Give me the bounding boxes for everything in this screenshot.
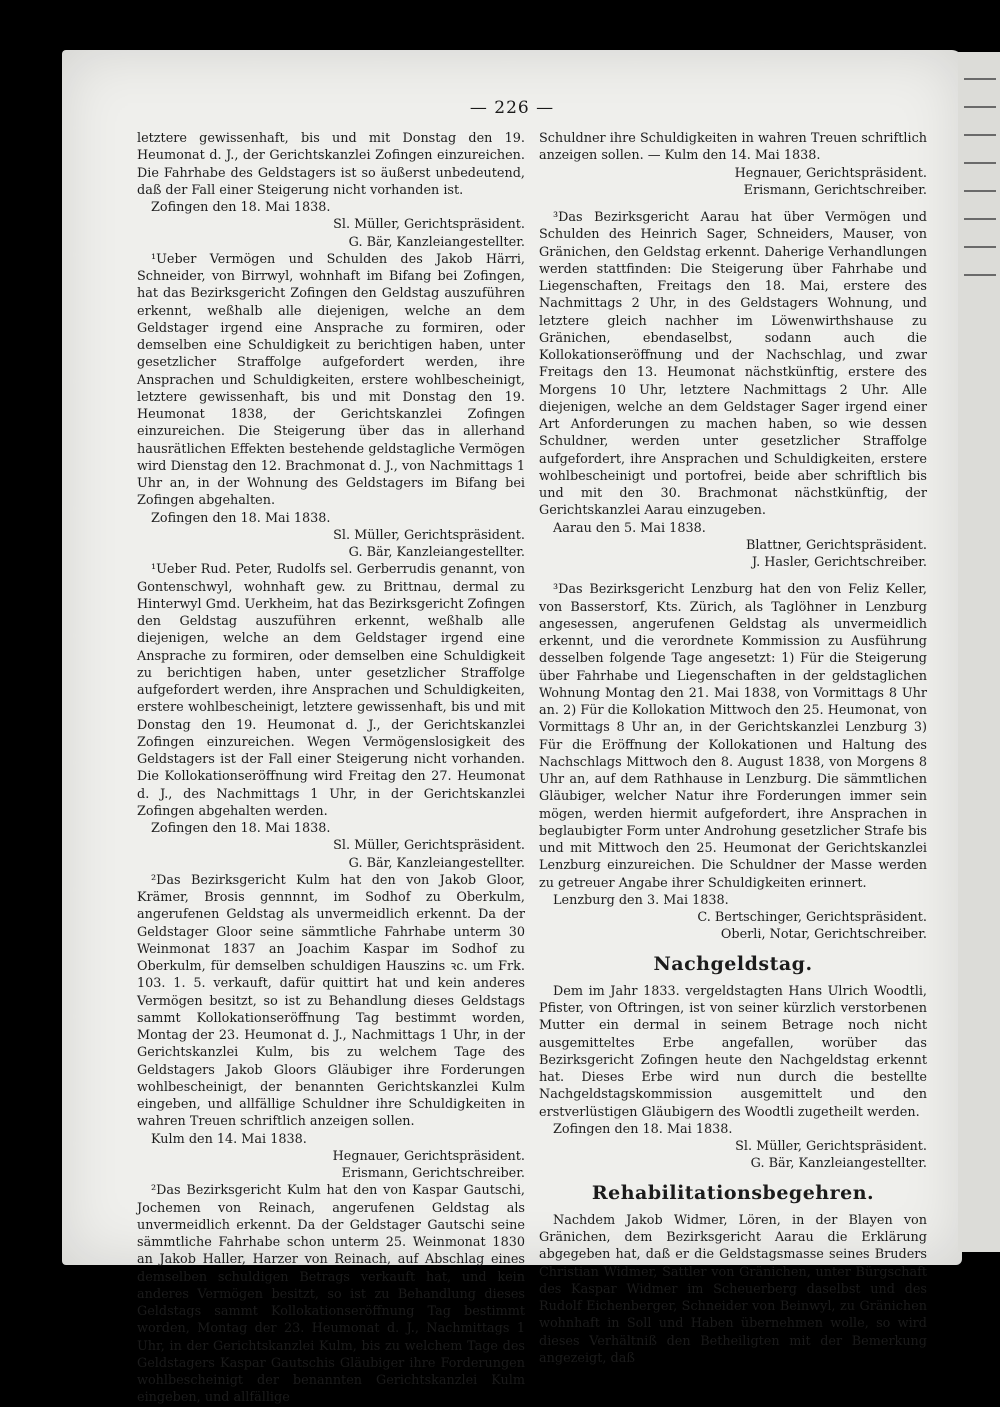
notice-signature: Blattner, Gerichtspräsident. bbox=[745, 537, 927, 553]
notice-signature: G. Bär, Kanzleiangestellter. bbox=[348, 234, 525, 250]
notice-paragraph: ¹Ueber Rud. Peter, Rudolfs sel. Gerberrudis genannt, von Gontenschwyl, wohnhaft gew. zu Brittnau, dermal zu Hinterwyl Gmd. Uerkheim, hat das Bezirksgericht Zofingen den Geldstag auszuführen erkennt, weßhalb alle diejenigen, welche an dem Geldstager irgend eine Ansprache zu formiren, oder demselben eine Schuldigkeit zu berichtigen haben, unter gesetzlicher Straffolge aufgefordert werden, ihre Ansprachen und Schuldigkeiten, erstere wohlbescheinigt, letztere gewissenhaft, bis und mit Donstag den 19. Heumonat d. J., der Gerichtskanzlei Zofingen einzureichen. Wegen Vermögenslosigkeit des Geldstagers ist der Fall einer Steigerung nicht vorhanden. Die Kollokationseröffnung wird Freitag den 27. Heumonat d. J., des Nachmittags 1 Uhr, in der Gerichtskanzlei Zofingen abgehalten werden. bbox=[137, 562, 525, 819]
notice-date: Kulm den 14. Mai 1838. bbox=[151, 1131, 307, 1147]
notice-date: Aarau den 5. Mai 1838. bbox=[553, 520, 706, 536]
notice-paragraph: ²Das Bezirksgericht Kulm hat den von Jakob Gloor, Krämer, Brosis gennnnt, im Sodhof zu Oberkulm, angerufenen Geldstag als unvermeidlich erkennt. Da der Geldstager Gloor seine sämmtliche Fahrhabe unterm 30 Weinmonat 1837 an Joachim Kaspar im Sodhof zu Oberkulm, für demselben schuldigen Hauszins ꝛc. um Frk. 103. 1. 5. verkauft, dafür quittirt hat und kein anderes Vermögen besitzt, so ist zu Behandlung dieses Geldstags sammt Kollokationseröffnung Tag bestimmt worden, Montag der 23. Heumonat d. J., Nachmittags 1 Uhr, in der Gerichtskanzlei Kulm, bis zu welchem Tage des Geldstagers Jakob Gloors Gläubiger ihre Forderungen wohlbescheinigt, der benannten Gerichtskanzlei Kulm eingeben, und allfällige Schuldner ihre Schuldigkeiten in wahren Treuen schriftlich anzeigen sollen. bbox=[137, 872, 525, 1130]
notice-signature: J. Hasler, Gerichtschreiber. bbox=[751, 555, 927, 570]
notice-date: Zofingen den 18. Mai 1838. bbox=[151, 200, 331, 215]
notice-signature: Sl. Müller, Gerichtspräsident. bbox=[333, 217, 525, 233]
notice-date: Zofingen den 18. Mai 1838. bbox=[553, 1121, 733, 1137]
notice-paragraph: Schuldner ihre Schuldigkeiten in wahren Treuen schriftlich anzeigen sollen. — Kulm den 14. Mai 1838. bbox=[539, 131, 927, 164]
notice-date: Zofingen den 18. Mai 1838. bbox=[151, 821, 331, 836]
spacer bbox=[539, 571, 927, 581]
notice-signature: Erismann, Gerichtschreiber. bbox=[743, 182, 927, 198]
notice-signature: Oberli, Notar, Gerichtschreiber. bbox=[720, 927, 927, 943]
spacer bbox=[539, 199, 927, 209]
notice-signature: C. Bertschinger, Gerichtspräsident. bbox=[697, 910, 927, 925]
left-column bbox=[137, 130, 525, 1407]
notice-paragraph: ³Das Bezirksgericht Lenzburg hat den von Feliz Keller, von Basserstorf, Kts. Zürich, als Taglöhner in Lenzburg angesessen, angerufenen Geldstag als unvermeidlich erkennt, und die verordnete Kommission zu Ausführung desselben folgende Tage angesetzt: 1) Für die Steigerung über Fahrhabe und Liegenschaften in der geldstaglichen Wohnung Montag den 21. Mai 1838, von Vormittags 8 Uhr an. 2) Für die Kollokation Mittwoch den 25. Heumonat, von Vormittags 8 Uhr an, in der Gerichtskanzlei Lenzburg 3) Für die Eröffnung der Kollokationen und Haltung des Nachschlags Mittwoch den 8. August 1838, von Morgens 8 Uhr an, auf dem Rathhause in Lenzburg. Die sämmtlichen Gläubiger, welcher Natur ihre Forderungen immer sein mögen, werden hiermit aufgefordert, ihre Ansprachen in beglaubigter Form unter Androhung gesetzlicher Strafe bis und mit Mittwoch den 25. Heumonat der Gerichtskanzlei Lenzburg einzureichen. Die Schuldner der Masse werden zu getreuer Angabe ihrer Schuldigkeiten erinnert. bbox=[539, 582, 927, 891]
notice-date: Zofingen den 18. Mai 1838. bbox=[151, 510, 331, 526]
page-number: — 226 — bbox=[469, 98, 555, 118]
notice-signature: G. Bär, Kanzleiangestellter. bbox=[750, 1156, 927, 1172]
notice-signature: Hegnauer, Gerichtspräsident. bbox=[332, 1148, 525, 1164]
notice-signature: G. Bär, Kanzleiangestellter. bbox=[348, 545, 525, 560]
adjacent-page-edge bbox=[958, 52, 1000, 1252]
notice-date: Lenzburg den 3. Mai 1838. bbox=[553, 892, 729, 908]
notice-signature: Sl. Müller, Gerichtspräsident. bbox=[735, 1139, 927, 1154]
notice-signature: Hegnauer, Gerichtspräsident. bbox=[734, 165, 927, 181]
notice-paragraph: Nachdem Jakob Widmer, Lören, in der Blayen von Gränichen, dem Bezirksgericht Aarau die Erklärung abgegeben hat, daß er die Geldstagsmasse seines Bruders Christian Widmer, Sattler von Gränichen, unter Bürgschaft des Kaspar Widmer im Scheuerberg daselbst und des Rudolf Eichenberger, Schneider von Beinwyl, zu Gränichen wohnhaft in Soll und Haben übernehmen wolle, so wird dieses Verhältniß den Betheiligten mit der Bemerkung angezeigt, daß bbox=[539, 1212, 927, 1366]
notice-paragraph: ¹Ueber Vermögen und Schulden des Jakob Härri, Schneider, von Birrwyl, wohnhaft im Bifang bei Zofingen, hat das Bezirksgericht Zofingen den Geldstag auszuführen erkennt, weßhalb alle diejenigen, welche an dem Geldstager irgend eine Ansprache zu formiren, oder demselben eine Schuldigkeit zu berichtigen haben, unter gesetzlicher Straffolge aufgefordert werden, ihre Ansprachen und Schuldigkeiten, erstere wohlbescheinigt, letztere gewissenhaft, bis und mit Donstag den 19. Heumonat 1838, der Gerichtskanzlei Zofingen einzureichen. Die Steigerung über das in allerhand hausrätlichen Effekten bestehende geldstagliche Vermögen wird Dienstag den 12. Brachmonat d. J., von Nachmittags 1 Uhr an, in der Wohnung des Geldstagers im Bifang bei Zofingen abgehalten. bbox=[137, 251, 525, 509]
notice-signature: Erismann, Gerichtschreiber. bbox=[341, 1166, 525, 1181]
notice-paragraph: Dem im Jahr 1833. vergeldstagten Hans Ulrich Woodtli, Pfister, von Oftringen, ist von seiner kürzlich verstorbenen Mutter ein dermal in seinem Betrage noch nicht ausgemitteltes Erbe angefallen, worüber das Bezirksgericht Zofingen heute den Nachgeldstag erkennt hat. Dieses Erbe wird nun durch die bestellte Nachgeldstagskommission ausgemittelt und den erstverlüstigen Gläubigern des Woodtli zugetheilt werden. bbox=[539, 983, 927, 1120]
notice-paragraph: ²Das Bezirksgericht Kulm hat den von Kaspar Gautschi, Jochemen von Reinach, angerufenen Geldstag als unvermeidlich erkennt. Da der Geldstager Gautschi seine sämmtliche Fahrhabe schon unterm 25. Weinmonat 1830 an Jakob Haller, Harzer von Reinach, auf Abschlag eines demselben schuldigen Betrags verkauft hat, und kein anderes Vermögen besitzt, so ist zu Behandlung dieses Geldstags sammt Kollokationseröffnung Tag bestimmt worden, Montag der 23. Heumonat d. J., Nachmittags 1 Uhr, in der Gerichtskanzlei Kulm, bis zu welchem Tage des Geldstagers Kaspar Gautschis Gläubiger ihre Forderungen wohlbescheinigt der benannten Gerichtskanzlei Kulm eingeben, und allfällige bbox=[137, 1183, 525, 1406]
notice-paragraph: ³Das Bezirksgericht Aarau hat über Vermögen und Schulden des Heinrich Sager, Schneiders, Mauser, von Gränichen, den Geldstag erkennt. Daherige Verhandlungen werden stattfinden: Die Steigerung über Fahrhabe und Liegenschaften, Freitags den 18. Mai, erstere des Nachmittags 2 Uhr, in des Geldstagers Wohnung, und letztere gleich nachher im Löwenwirthshause zu Gränichen, ebendaselbst, sodann auch die Kollokationseröffnung und der Nachschlag, und zwar Freitags den 13. Heumonat nächstkünftig, erstere des Morgens 10 Uhr, letztere Nachmittags 2 Uhr. Alle diejenigen, welche an dem Geldstager Sager irgend einer Art Anforderungen zu machen haben, so wie dessen Schuldner, werden unter gesetzlicher Straffolge aufgefordert, ihre Ansprachen und Schuldigkeiten, erstere wohlbescheinigt und portofrei, beide aber schriftlich bis und mit den 30. Brachmonat nächstkünftig, der Gerichtskanzlei Aarau einzugeben. bbox=[539, 210, 927, 519]
notice-signature: G. Bär, Kanzleiangestellter. bbox=[348, 855, 525, 871]
section-heading: Nachgeldstag. bbox=[653, 952, 813, 975]
notice-signature: Sl. Müller, Gerichtspräsident. bbox=[333, 838, 525, 854]
right-column bbox=[539, 130, 927, 1367]
notice-paragraph: letztere gewissenhaft, bis und mit Donstag den 19. Heumonat d. J., der Gerichtskanzlei Zofingen einzureichen. Die Fahrhabe des Geldstagers ist so äußerst unbedeutend, daß der Fall einer Steigerung nicht vorhanden ist. bbox=[137, 131, 525, 198]
newspaper-page bbox=[62, 50, 962, 1406]
notice-signature: Sl. Müller, Gerichtspräsident. bbox=[333, 527, 525, 543]
section-heading: Rehabilitationsbegehren. bbox=[591, 1181, 875, 1204]
